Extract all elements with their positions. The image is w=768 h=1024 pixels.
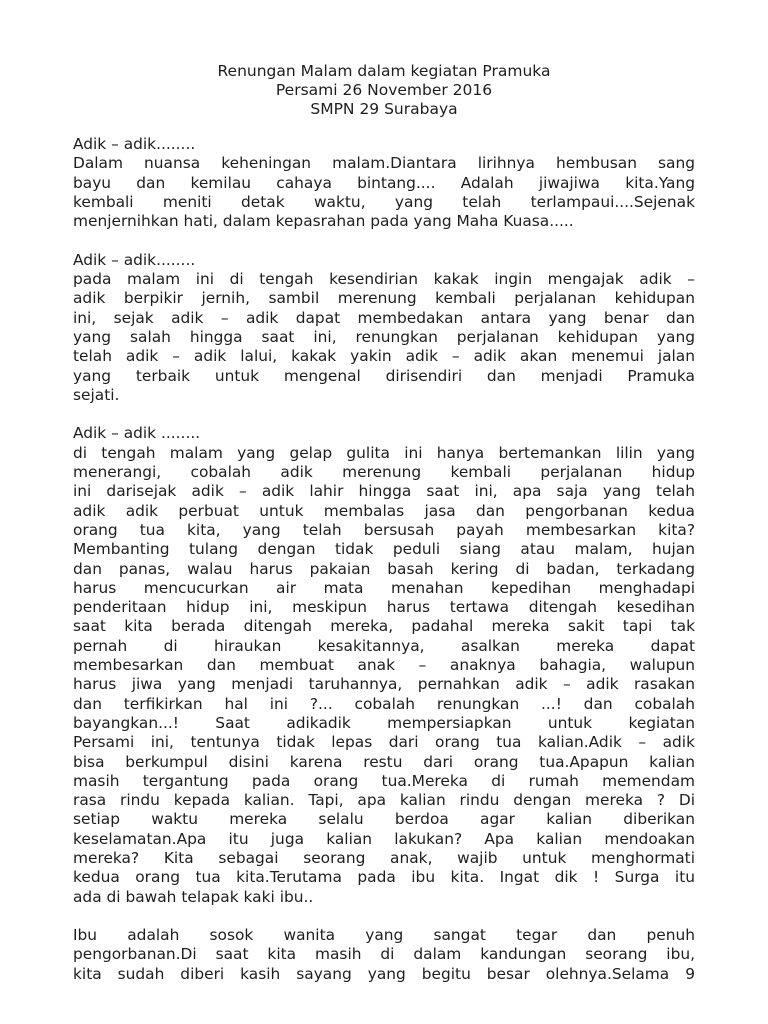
document-title bbox=[0, 62, 768, 119]
title-line-2: Persami 26 November 2016 bbox=[275, 81, 493, 99]
text-line: kita sudah diberi kasih sayang yang begitu besar olehnya.Selama 9 bbox=[73, 964, 695, 983]
text-line: ini darisejak adik – adik lahir hingga saat ini, apa saja yang telah bbox=[73, 482, 695, 501]
text-line: Ibu adalah sosok wanita yang sangat tegar dan penuh bbox=[73, 926, 695, 945]
text-line: adik adik perbuat untuk membalas jasa dan pengorbanan kedua bbox=[73, 501, 695, 520]
text-line: kedua orang tua kita.Terutama pada ibu kita. Ingat dik ! Surga itu bbox=[73, 868, 695, 887]
text-line: kembali meniti detak waktu, yang telah terlampaui....Sejenak bbox=[73, 192, 695, 211]
text-line: mereka? Kita sebagai seorang anak, wajib untuk menghormati bbox=[73, 848, 695, 867]
text-line: masih tergantung pada orang tua.Mereka di rumah memendam bbox=[73, 771, 695, 790]
paragraph bbox=[73, 251, 695, 405]
text-line: adik berpikir jernih, sambil merenung kembali perjalanan kehidupan bbox=[73, 289, 695, 308]
text-line: di tengah malam yang gelap gulita ini hanya bertemankan lilin yang bbox=[73, 443, 695, 462]
text-line: ada di bawah telapak kaki ibu.. bbox=[73, 887, 314, 906]
text-line: rasa rindu kepada kalian. Tapi, apa kalian rindu dengan mereka ? Di bbox=[73, 791, 695, 810]
text-line: yang salah hingga saat ini, renungkan perjalanan kehidupan yang bbox=[73, 327, 695, 346]
text-line: Dalam nuansa keheningan malam.Diantara lirihnya hembusan sang bbox=[73, 154, 695, 173]
text-line: setiap waktu mereka selalu berdoa agar kalian diberikan bbox=[73, 810, 695, 829]
document-body bbox=[73, 135, 695, 1003]
text-line: saat kita berada ditengah mereka, padahal mereka sakit tapi tak bbox=[73, 617, 695, 636]
paragraph-heading: Adik – adik........ bbox=[73, 250, 196, 269]
text-line: dan panas, walau harus pakaian basah kering di badan, terkadang bbox=[73, 559, 695, 578]
text-line: pada malam ini di tengah kesendirian kakak ingin mengajak adik – bbox=[73, 270, 695, 289]
paragraph bbox=[73, 424, 695, 906]
text-line: membesarkan dan membuat anak – anaknya bahagia, walupun bbox=[73, 656, 695, 675]
title-line-3: SMPN 29 Surabaya bbox=[310, 100, 458, 118]
title-line-1: Renungan Malam dalam kegiatan Pramuka bbox=[217, 62, 551, 80]
text-line: Membanting tulang dengan tidak peduli siang atau malam, hujan bbox=[73, 540, 695, 559]
paragraph-heading: Adik – adik ........ bbox=[73, 424, 201, 443]
text-line: bayangkan...! Saat adikadik mempersiapkan untuk kegiatan bbox=[73, 713, 695, 732]
paragraph-heading: Adik – adik........ bbox=[73, 135, 196, 153]
text-line: pernah di hiraukan kesakitannya, asalkan mereka dapat bbox=[73, 636, 695, 655]
text-line: orang tua kita, yang telah bersusah payah membesarkan kita? bbox=[73, 520, 695, 539]
text-line: ini, sejak adik – adik dapat membedakan antara yang benar dan bbox=[73, 308, 695, 327]
paragraph bbox=[73, 926, 695, 984]
text-line: menjernihkan hati, dalam kepasrahan pada yang Maha Kuasa..... bbox=[73, 212, 574, 231]
text-line: bisa berkumpul disini karena restu dari orang tua.Apapun kalian bbox=[73, 752, 695, 771]
text-line: yang terbaik untuk mengenal dirisendiri dan menjadi Pramuka bbox=[73, 366, 695, 385]
text-line: dan terfikirkan hal ini ?... cobalah renungkan ...! dan cobalah bbox=[73, 694, 695, 713]
paragraph bbox=[73, 135, 695, 231]
text-line: harus jiwa yang menjadi taruhannya, pernahkan adik – adik rasakan bbox=[73, 675, 695, 694]
text-line: bayu dan kemilau cahaya bintang.... Adalah jiwajiwa kita.Yang bbox=[73, 173, 695, 192]
text-line: Persami ini, tentunya tidak lepas dari orang tua kalian.Adik – adik bbox=[73, 733, 695, 752]
text-line: sejati. bbox=[73, 385, 120, 404]
text-line: menerangi, cobalah adik merenung kembali perjalanan hidup bbox=[73, 463, 695, 482]
text-line: penderitaan hidup ini, meskipun harus tertawa ditengah kesedihan bbox=[73, 598, 695, 617]
text-line: telah adik – adik lalui, kakak yakin adik – adik akan menemui jalan bbox=[73, 347, 695, 366]
text-line: harus mencucurkan air mata menahan kepedihan menghadapi bbox=[73, 578, 695, 597]
text-line: pengorbanan.Di saat kita masih di dalam kandungan seorang ibu, bbox=[73, 945, 695, 964]
text-line: keselamatan.Apa itu juga kalian lakukan? Apa kalian mendoakan bbox=[73, 829, 695, 848]
